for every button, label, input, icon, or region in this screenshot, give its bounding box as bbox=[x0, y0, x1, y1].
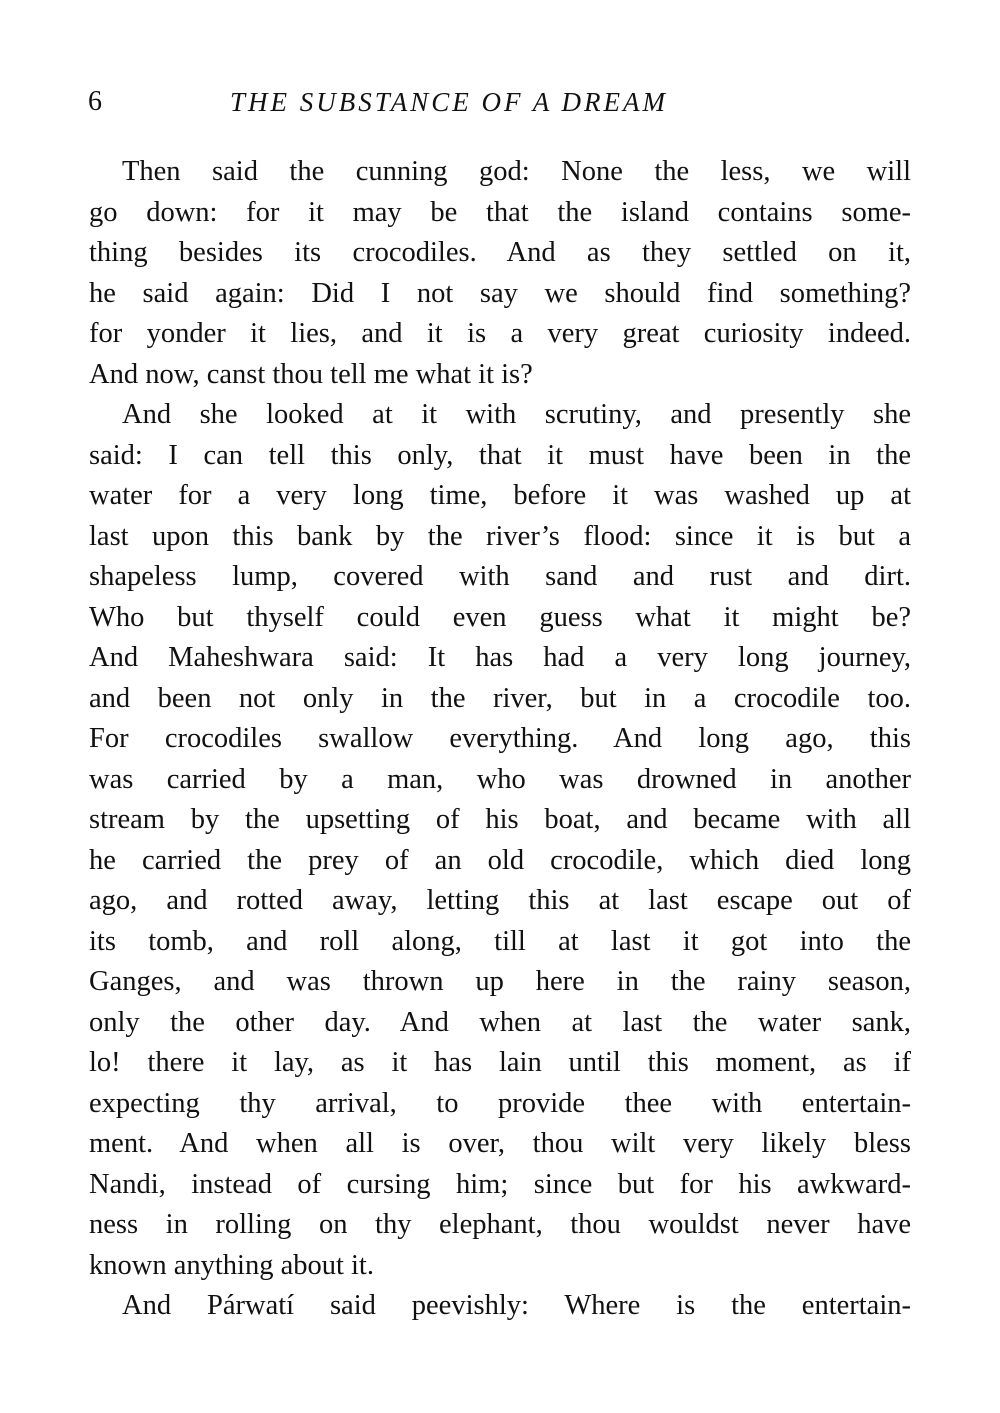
text-line: he said again: Did I not say we should find something? bbox=[89, 277, 911, 309]
text-line: And Maheshwara said: It has had a very long journey, bbox=[89, 642, 911, 673]
text-line: and been not only in the river, but in a crocodile too. bbox=[89, 682, 911, 714]
text-line: And now, canst thou tell me what it is? bbox=[89, 358, 533, 390]
page-number: 6 bbox=[88, 86, 102, 117]
text-line: thing besides its crocodiles. And as they settled on it, bbox=[89, 237, 911, 268]
text-line: Then said the cunning god: None the less, we will bbox=[122, 156, 911, 187]
text-line: said: I can tell this only, that it must have been in the bbox=[89, 439, 911, 471]
text-line: only the other day. And when at last the water sank, bbox=[89, 1006, 911, 1038]
text-line: And Párwatí said peevishly: Where is the entertain- bbox=[122, 1290, 911, 1321]
text-line: go down: for it may be that the island contains some- bbox=[89, 196, 911, 228]
text-line: ago, and rotted away, letting this at last escape out of bbox=[89, 885, 911, 916]
text-line: expecting thy arrival, to provide thee with entertain- bbox=[89, 1087, 911, 1119]
text-line: for yonder it lies, and it is a very great curiosity indeed. bbox=[89, 318, 911, 349]
running-head bbox=[88, 84, 914, 124]
text-line: And she looked at it with scrutiny, and presently she bbox=[122, 399, 911, 430]
text-line: known anything about it. bbox=[89, 1249, 374, 1281]
text-line: he carried the prey of an old crocodile, which died long bbox=[89, 844, 911, 876]
body-text bbox=[89, 152, 911, 1327]
text-line: Who but thyself could even guess what it might be? bbox=[89, 601, 911, 633]
text-line: was carried by a man, who was drowned in another bbox=[89, 763, 911, 795]
text-line: its tomb, and roll along, till at last it got into the bbox=[89, 925, 911, 957]
text-line: For crocodiles swallow everything. And long ago, this bbox=[89, 723, 911, 754]
text-line: lo! there it lay, as it has lain until this moment, as if bbox=[89, 1047, 911, 1078]
running-title: THE SUBSTANCE OF A DREAM bbox=[230, 87, 668, 117]
text-line: ness in rolling on thy elephant, thou wouldst never have bbox=[89, 1209, 911, 1240]
text-line: water for a very long time, before it was washed up at bbox=[89, 480, 911, 511]
text-line: ment. And when all is over, thou wilt very likely bless bbox=[89, 1128, 911, 1159]
text-line: last upon this bank by the river’s flood: since it is but a bbox=[89, 520, 911, 552]
text-line: Ganges, and was thrown up here in the rainy season, bbox=[89, 966, 911, 997]
text-line: Nandi, instead of cursing him; since but for his awkward- bbox=[89, 1168, 911, 1200]
text-line: shapeless lump, covered with sand and rust and dirt. bbox=[89, 561, 911, 592]
text-line: stream by the upsetting of his boat, and became with all bbox=[89, 804, 911, 835]
